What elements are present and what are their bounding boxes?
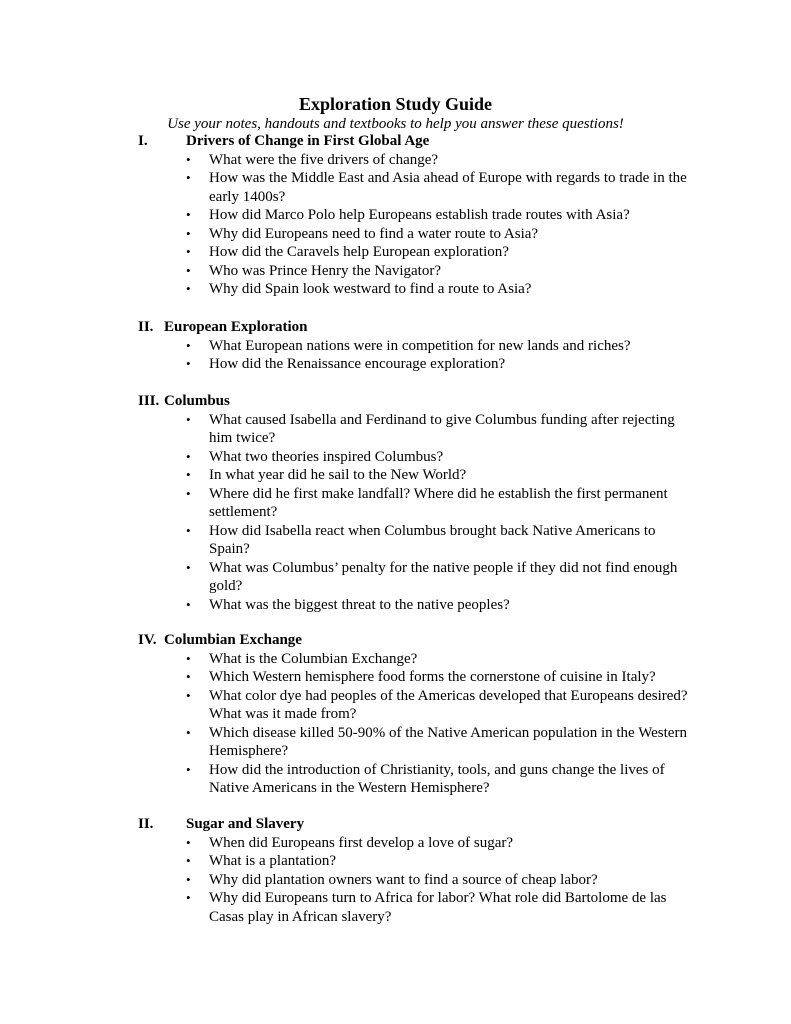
question-list xyxy=(138,337,698,374)
bullet-icon: • xyxy=(186,596,191,612)
bullet-icon: • xyxy=(186,687,191,703)
section-title: Drivers of Change in First Global Age xyxy=(186,133,430,149)
question-item: • How did the Caravels help European exploration? xyxy=(186,244,509,260)
question-item: • How did the Renaissance encourage exploration? xyxy=(186,356,506,372)
section-european-exploration xyxy=(138,318,698,374)
section-heading xyxy=(138,392,698,411)
question-item: • What caused Isabella and Ferdinand to give Columbus funding after rejecting him twice? xyxy=(186,411,675,446)
bullet-icon: • xyxy=(186,669,191,684)
bullet-icon: • xyxy=(186,207,191,222)
section-heading xyxy=(138,132,698,151)
page-subtitle: Use your notes, handouts and textbooks to help you answer these questions! xyxy=(167,116,624,132)
section-columbus xyxy=(138,392,698,614)
question-item: • In what year did he sail to the New World? xyxy=(186,467,467,483)
question-item: • What European nations were in competition for new lands and riches? xyxy=(186,337,631,354)
section-numeral: I. xyxy=(138,133,148,149)
bullet-icon: • xyxy=(186,485,191,501)
question-item: • What were the five drivers of change? xyxy=(186,151,439,168)
section-numeral: II. xyxy=(138,319,154,335)
bullet-icon: • xyxy=(186,559,191,575)
section-columbian-exchange xyxy=(138,631,698,798)
bullet-icon: • xyxy=(186,467,191,482)
bullet-icon: • xyxy=(186,890,191,905)
bullet-icon: • xyxy=(186,281,191,296)
question-item: • What color dye had peoples of the Americas developed that Europeans desired? What was it made from? xyxy=(186,687,688,722)
question-item: • How did the introduction of Christianity, tools, and guns change the lives of Native Americans in the Western Hemisphere? xyxy=(186,761,665,796)
question-item: • Which disease killed 50-90% of the Native American population in the Western Hemisphere? xyxy=(186,724,687,759)
section-numeral: III. xyxy=(138,393,160,409)
question-item: • What is a plantation? xyxy=(186,853,337,869)
section-numeral: IV. xyxy=(138,632,157,648)
bullet-icon: • xyxy=(186,262,191,278)
section-title: European Exploration xyxy=(164,319,308,335)
question-item: • Why did Spain look westward to find a route to Asia? xyxy=(186,281,532,297)
question-item: • How did Marco Polo help Europeans establish trade routes with Asia? xyxy=(186,207,630,223)
section-drivers-of-change xyxy=(138,132,698,299)
question-item: • What was the biggest threat to the native peoples? xyxy=(186,596,510,613)
page-title: Exploration Study Guide xyxy=(298,94,493,114)
bullet-icon: • xyxy=(186,522,191,538)
bullet-icon: • xyxy=(186,225,191,241)
question-item: • Who was Prince Henry the Navigator? xyxy=(186,262,442,279)
bullet-icon: • xyxy=(186,724,191,740)
section-sugar-and-slavery xyxy=(138,815,698,926)
question-item: • Where did he first make landfall? Where did he establish the first permanent settlement? xyxy=(186,485,668,520)
question-item: • What is the Columbian Exchange? xyxy=(186,650,418,667)
bullet-icon: • xyxy=(186,151,191,167)
section-numeral: II. xyxy=(138,816,154,832)
question-item: • Why did plantation owners want to find a source of cheap labor? xyxy=(186,871,598,888)
bullet-icon: • xyxy=(186,356,191,371)
section-title: Columbian Exchange xyxy=(164,632,302,648)
question-item: • Why did Europeans need to find a water route to Asia? xyxy=(186,225,539,242)
bullet-icon: • xyxy=(186,448,191,464)
question-item: • How did Isabella react when Columbus brought back Native Americans to Spain? xyxy=(186,522,656,557)
bullet-icon: • xyxy=(186,853,191,868)
question-list xyxy=(138,834,698,927)
bullet-icon: • xyxy=(186,170,191,185)
question-item: • How was the Middle East and Asia ahead of Europe with regards to trade in the early 1400s? xyxy=(186,170,687,205)
question-item: • Why did Europeans turn to Africa for labor? What role did Bartolome de las Casas play in African slavery? xyxy=(186,890,667,925)
bullet-icon: • xyxy=(186,650,191,666)
bullet-icon: • xyxy=(186,871,191,887)
section-title: Sugar and Slavery xyxy=(186,816,305,832)
question-list xyxy=(138,411,698,615)
section-heading xyxy=(138,631,698,650)
bullet-icon: • xyxy=(186,761,191,777)
section-heading xyxy=(138,318,698,337)
section-title: Columbus xyxy=(164,393,230,409)
bullet-icon: • xyxy=(186,337,191,353)
question-list xyxy=(138,650,698,798)
question-item: • Which Western hemisphere food forms the cornerstone of cuisine in Italy? xyxy=(186,669,656,685)
bullet-icon: • xyxy=(186,244,191,259)
bullet-icon: • xyxy=(186,411,191,427)
question-list xyxy=(138,151,698,299)
question-item: • What was Columbus’ penalty for the native people if they did not find enough gold? xyxy=(186,559,678,594)
question-item: • What two theories inspired Columbus? xyxy=(186,448,444,465)
question-item: • When did Europeans first develop a love of sugar? xyxy=(186,834,514,851)
section-heading xyxy=(138,815,698,834)
bullet-icon: • xyxy=(186,834,191,850)
